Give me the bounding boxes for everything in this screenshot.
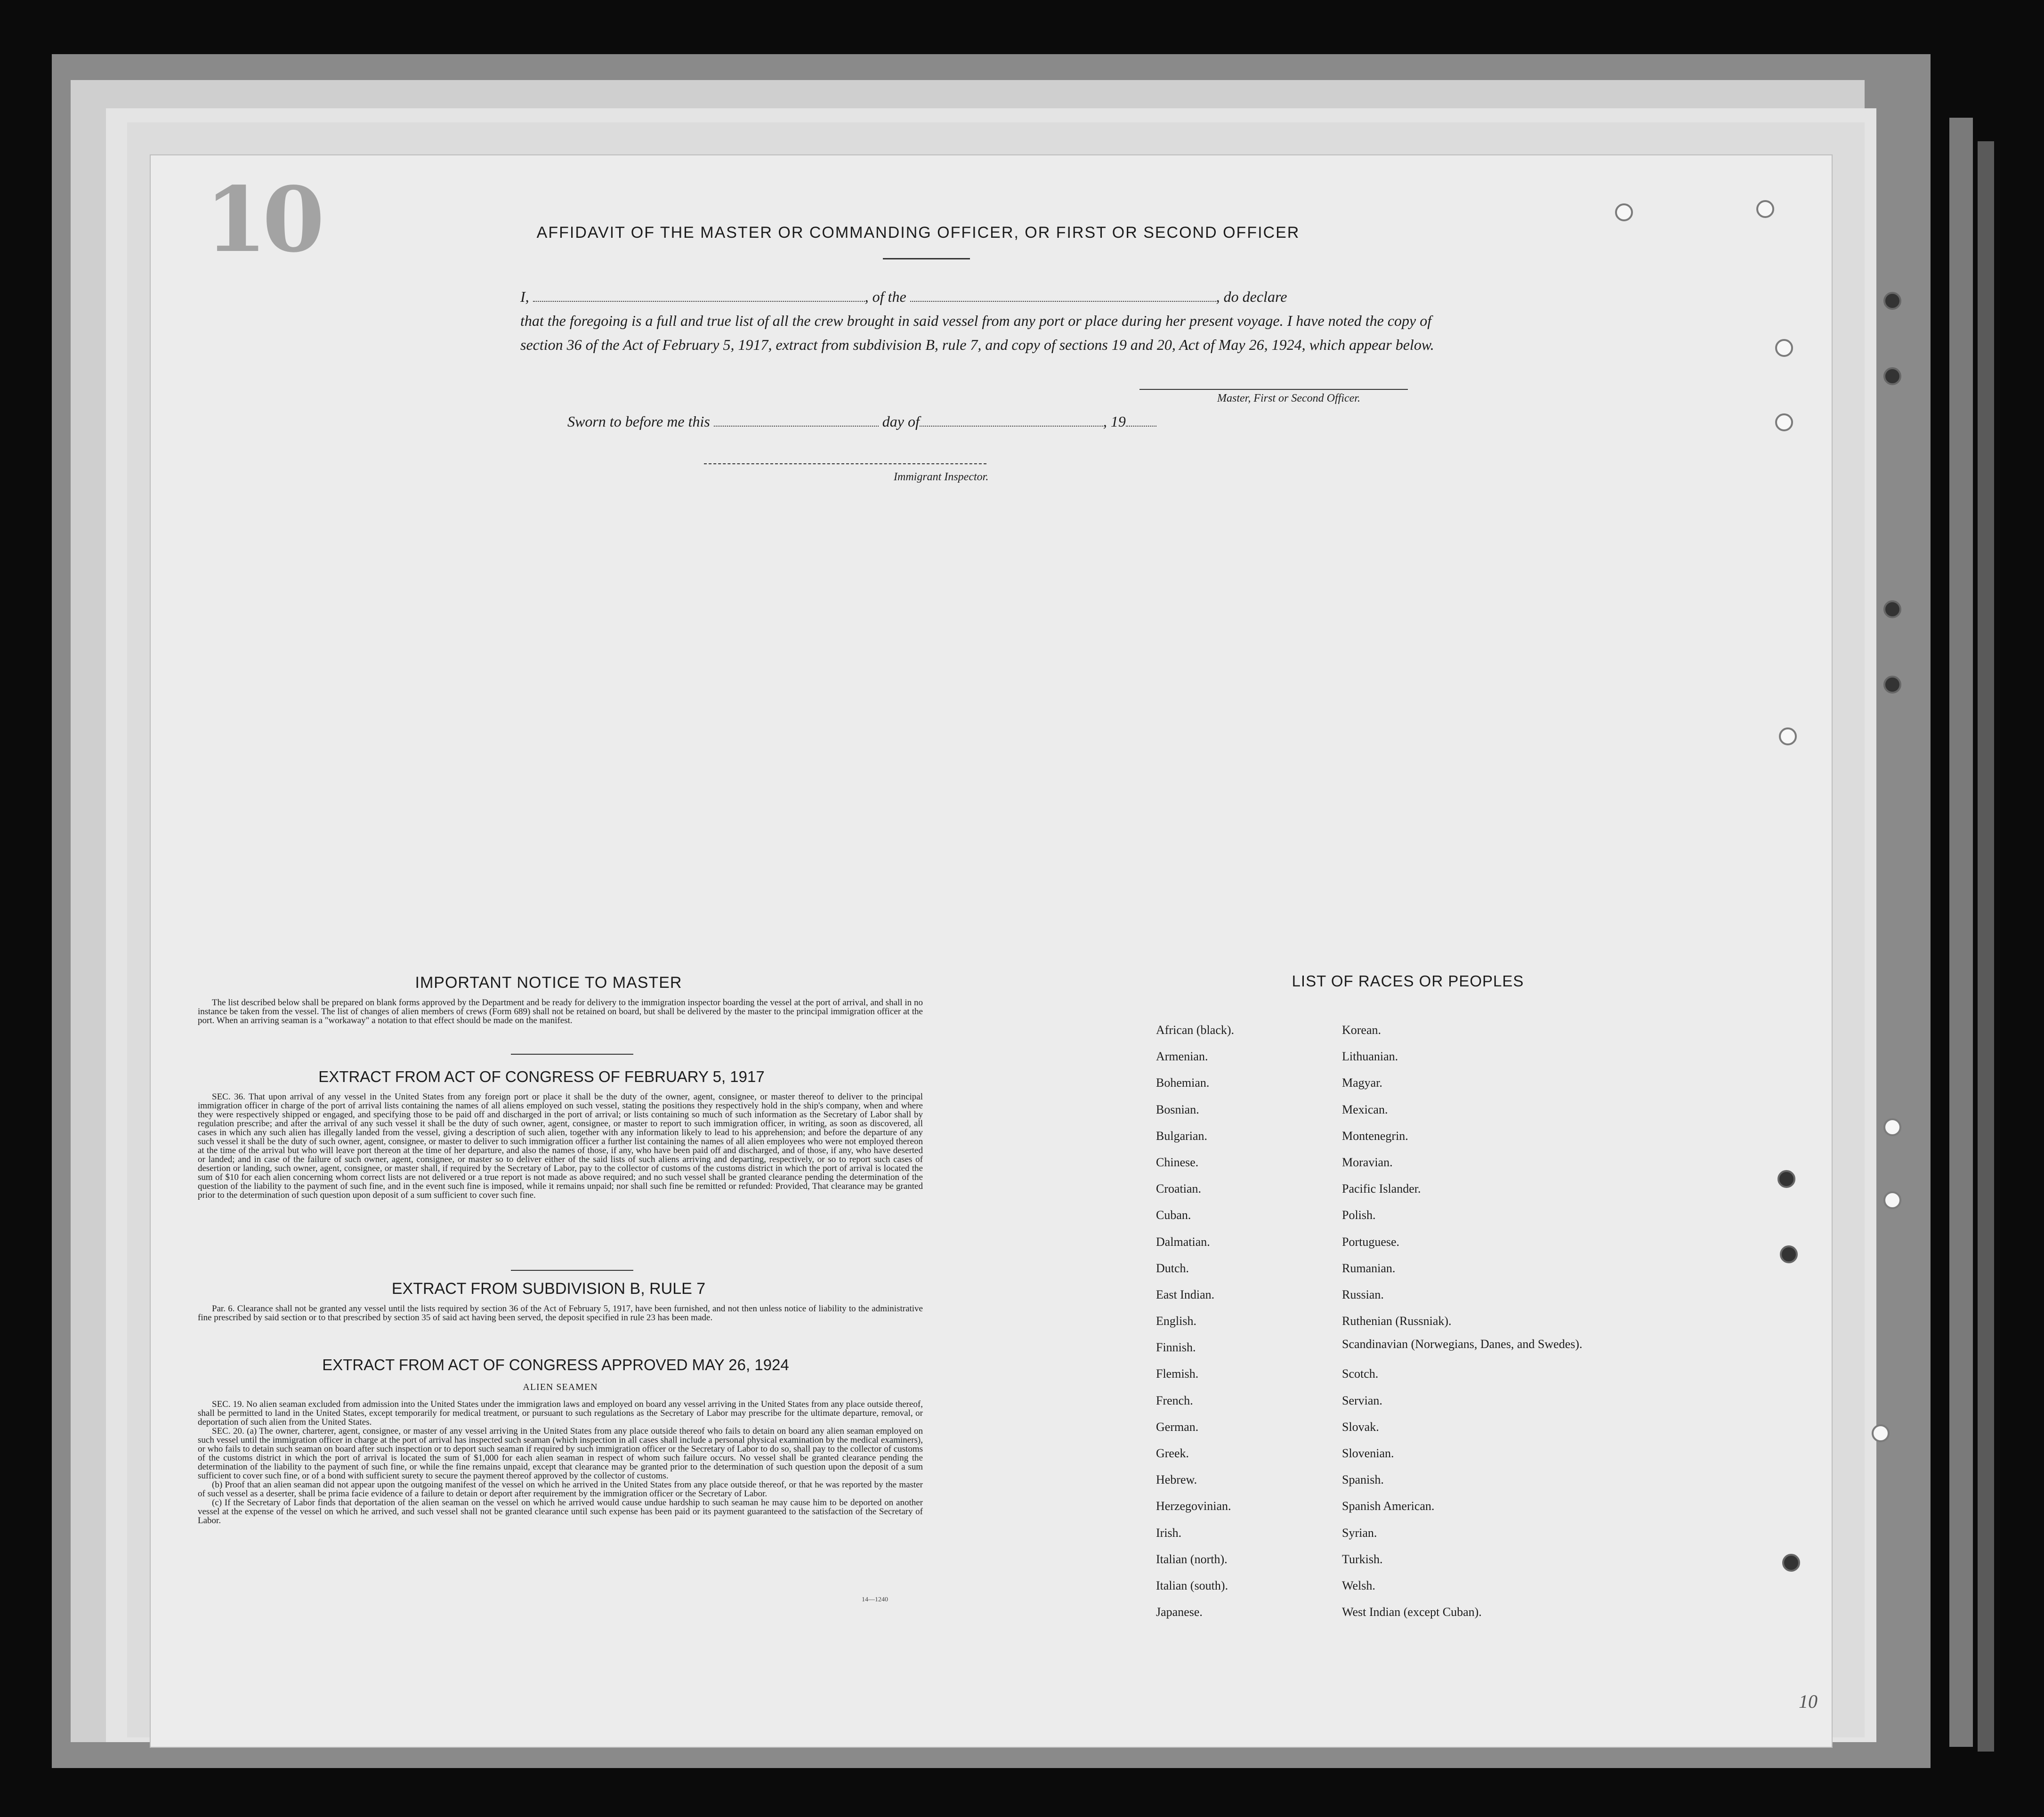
- race-item: Herzegovinian.: [1156, 1499, 1231, 1513]
- sec36-paragraph: SEC. 36. That upon arrival of any vessel in the United States from any foreign port or place it shall be the duty of the owner, agent, consignee, or master thereof to deliver to the principal immigration officer in charge of the port of arrival lists containing the names of all aliens employed on such vessel, stating the positions they respectively hold in the ship's company, when and where they were respectively shipped or engaged, and specifying those to be paid off and discharged in the port of arrival; or lists containing so much of such information as the Secretary of Labor shall by regulation prescribe; and after the arrival of any such vessel it shall be the duty of such owner, agent, consignee, or master to report to such immigration officer, in writing, as soon as discovered, all cases in which any such alien has illegally landed from the vessel, giving a description of such alien, together with any information likely to lead to his apprehension; and before the departure of any such vessel it shall be the duty of such owner, agent, consignee, or master to deliver to such immigration officer a further list containing the names of all alien employees who were not employed thereon at the time of the arrival but who will leave port thereon at the time of her departure, and also the names of those, if any, who have been paid off and discharged, and of those, if any, who have deserted or landed; and in case of the failure of such owner, agent, consignee, or master so to deliver either of the said lists of such aliens arriving and departing, respectively, or so to report such cases of desertion or landing, such owner, agent, consignee, or master shall, if required by the Secretary of Labor, pay to the collector of customs of the customs district in which the port of arrival is located the sum of $10 for each alien concerning whom correct lists are not delivered or a true report is not made as above required; and no such vessel shall be granted clearance pending the determination of the question of the liability to the payment of such fine, and in the event such fine is imposed, while it remains unpaid; nor shall such fine be remitted or refunded: Provided, That clearance may be granted prior to the determination of such question upon deposit of a sum sufficient to cover such fine.: [198, 1092, 923, 1200]
- races-title: LIST OF RACES OR PEOPLES: [1292, 972, 1524, 990]
- punch-hole-icon: [1883, 676, 1901, 694]
- notice-paragraph: The list described below shall be prepared on blank forms approved by the Department and be ready for delivery to the immigration inspector boarding the vessel at the port of arrival, and shall in no instance be taken from the vessel. The list of changes of alien members of crews (Form 689) shall not be retained on board, but shall be delivered by the master to the principal immigration officer at the port. When an arriving seaman is a "workaway" a notation to that effect should be made on the manifest.: [198, 998, 923, 1026]
- punch-hole-icon: [1756, 200, 1774, 218]
- race-item: Spanish.: [1342, 1473, 1384, 1487]
- race-item: West Indian (except Cuban).: [1342, 1605, 1482, 1619]
- race-item: Bohemian.: [1156, 1076, 1210, 1090]
- binder-edge: [1949, 118, 1973, 1747]
- punch-hole-icon: [1883, 1191, 1901, 1209]
- race-item: African (black).: [1156, 1023, 1235, 1037]
- punch-hole-icon: [1883, 600, 1901, 618]
- punch-hole-icon: [1775, 413, 1793, 431]
- extract-1924-title: EXTRACT FROM ACT OF CONGRESS APPROVED MAY 26, 1924: [322, 1356, 789, 1373]
- race-item: Italian (south).: [1156, 1578, 1228, 1592]
- day-of-label: day of: [882, 413, 920, 430]
- year-label: , 19: [1103, 413, 1126, 430]
- races-column-2: [1342, 1017, 1582, 1625]
- rule7-paragraph: Par. 6. Clearance shall not be granted any vessel until the lists required by section 36 of the Act of February 5, 1917, have been furnished, and not then unless notice of liability to the administrative fine prescribed by said section or to that prescribed by section 35 of said act having been served, the deposit specified in rule 23 has been made.: [198, 1304, 923, 1323]
- race-item: Bulgarian.: [1156, 1129, 1208, 1143]
- of-the-label: , of the: [864, 288, 906, 305]
- race-item: Armenian.: [1156, 1050, 1208, 1064]
- race-item: Japanese.: [1156, 1605, 1203, 1619]
- rule7-text: [198, 1304, 923, 1322]
- master-signature-label: Master, First or Second Officer.: [1217, 392, 1360, 404]
- affidavit-body: [520, 285, 1438, 357]
- race-item: Greek.: [1156, 1446, 1189, 1460]
- race-item: Spanish American.: [1342, 1499, 1435, 1513]
- race-item: Bosnian.: [1156, 1102, 1199, 1116]
- notice-text: [198, 998, 923, 1025]
- race-item: Chinese.: [1156, 1155, 1199, 1169]
- i-label: I,: [520, 288, 529, 305]
- race-item: Hebrew.: [1156, 1473, 1197, 1487]
- affidavit-text: that the foregoing is a full and true list of all the crew brought in said vessel from any port or place during her present voyage. I have noted the copy of section 36 of the Act of February 5, 1917, extract from subdivision B, rule 7, and copy of sections 19 and 20, Act of May 26, 1924, which appear below.: [520, 312, 1434, 353]
- race-item: Croatian.: [1156, 1182, 1202, 1196]
- sec20b-paragraph: (b) Proof that an alien seaman did not appear upon the outgoing manifest of the vessel on which he arrived in the United States from any place outside thereof, or that he was reported by the master of such vessel as a deserter, shall be prima facie evidence of a failure to detain or deport after requirement by the immigration officer or the Secretary of Labor.: [198, 1480, 923, 1499]
- race-item: Portuguese.: [1342, 1235, 1400, 1249]
- name-blank[interactable]: [533, 288, 865, 302]
- race-item: Montenegrin.: [1342, 1129, 1408, 1143]
- divider: [511, 1054, 633, 1055]
- inspector-signature-line[interactable]: [704, 463, 986, 464]
- race-item: Scandinavian (Norwegians, Danes, and Swedes).: [1342, 1337, 1583, 1351]
- race-item: Irish.: [1156, 1526, 1182, 1540]
- ghost-page-number: 10: [205, 167, 320, 272]
- race-item: Rumanian.: [1342, 1261, 1396, 1275]
- race-item: Pacific Islander.: [1342, 1182, 1421, 1196]
- extract-1917-text: [198, 1092, 923, 1200]
- punch-hole-icon: [1777, 1170, 1795, 1188]
- affidavit-title: AFFIDAVIT OF THE MASTER OR COMMANDING OFFICER, OR FIRST OR SECOND OFFICER: [536, 224, 1300, 242]
- race-item: Slovak.: [1342, 1420, 1379, 1434]
- sworn-year-blank[interactable]: [1126, 412, 1156, 427]
- race-item: Syrian.: [1342, 1526, 1377, 1540]
- binder-edge-dark: [1978, 141, 1994, 1752]
- notice-title: IMPORTANT NOTICE TO MASTER: [415, 974, 682, 992]
- race-item: Dalmatian.: [1156, 1235, 1210, 1249]
- sworn-label: Sworn to before me this: [567, 413, 710, 430]
- races-column-1: [1156, 1017, 1234, 1625]
- race-item: Mexican.: [1342, 1102, 1388, 1116]
- race-item: Scotch.: [1342, 1367, 1379, 1381]
- extract-1917-title: EXTRACT FROM ACT OF CONGRESS OF FEBRUARY 5, 1917: [318, 1068, 765, 1085]
- race-item: Ruthenian (Russniak).: [1342, 1314, 1452, 1328]
- punch-hole-icon: [1615, 203, 1633, 221]
- form-number: 14—1240: [862, 1596, 888, 1603]
- punch-hole-icon: [1883, 292, 1901, 310]
- race-item: Polish.: [1342, 1208, 1376, 1222]
- race-item: Welsh.: [1342, 1578, 1375, 1592]
- extract-1924-text: [198, 1400, 923, 1525]
- sworn-line: [567, 412, 1156, 430]
- punch-hole-icon: [1779, 727, 1797, 745]
- punch-hole-icon: [1780, 1245, 1798, 1263]
- punch-hole-icon: [1883, 1118, 1901, 1136]
- race-item: Cuban.: [1156, 1208, 1191, 1222]
- punch-hole-icon: [1782, 1554, 1800, 1572]
- race-item: Slovenian.: [1342, 1446, 1394, 1460]
- race-item: German.: [1156, 1420, 1199, 1434]
- vessel-blank[interactable]: [910, 288, 1216, 302]
- master-signature-line[interactable]: [1139, 389, 1408, 390]
- corner-mark: 10: [1799, 1691, 1818, 1712]
- rule7-title: EXTRACT FROM SUBDIVISION B, RULE 7: [391, 1280, 706, 1298]
- divider: [883, 258, 970, 259]
- race-item: Turkish.: [1342, 1552, 1383, 1566]
- sworn-month-blank[interactable]: [920, 412, 1103, 427]
- race-item: Korean.: [1342, 1023, 1382, 1037]
- race-item: Moravian.: [1342, 1155, 1393, 1169]
- race-item: Lithuanian.: [1342, 1050, 1398, 1064]
- sec19-paragraph: SEC. 19. No alien seaman excluded from admission into the United States under the immigration laws and employed on board any vessel arriving in the United States from any place outside thereof, shall be permitted to land in the United States, except temporarily for medical treatment, or pursuant to such regulations as the Secretary of Labor may prescribe for the ultimate departure, removal, or deportation of such alien from the United States.: [198, 1399, 923, 1427]
- do-declare-label: , do declare: [1216, 288, 1287, 305]
- race-item: Flemish.: [1156, 1367, 1199, 1381]
- divider: [511, 1270, 633, 1271]
- race-item: French.: [1156, 1393, 1193, 1407]
- punch-hole-icon: [1883, 367, 1901, 385]
- affidavit-first-line: [520, 285, 1438, 309]
- punch-hole-icon: [1872, 1424, 1890, 1442]
- race-item: Magyar.: [1342, 1076, 1382, 1090]
- punch-hole-icon: [1775, 339, 1793, 357]
- alien-seamen-subtitle: ALIEN SEAMEN: [523, 1382, 598, 1392]
- inspector-signature-label: Immigrant Inspector.: [894, 471, 989, 483]
- race-item: Servian.: [1342, 1393, 1382, 1407]
- race-item: Italian (north).: [1156, 1552, 1228, 1566]
- race-item: Finnish.: [1156, 1341, 1196, 1355]
- sworn-day-blank[interactable]: [714, 412, 879, 427]
- race-item: English.: [1156, 1314, 1196, 1328]
- race-item: Dutch.: [1156, 1261, 1189, 1275]
- race-item: East Indian.: [1156, 1287, 1215, 1301]
- sec20c-paragraph: (c) If the Secretary of Labor finds that deportation of the alien seaman on the vessel on which he arrived would cause undue hardship to such seaman he may cause him to be deported on another vessel at the expense of the vessel on which he arrived, and such vessel shall not be granted clearance until such expense has been paid or its payment guaranteed to the satisfaction of the Secretary of Labor.: [198, 1498, 923, 1526]
- sec20a-paragraph: SEC. 20. (a) The owner, charterer, agent, consignee, or master of any vessel arriving in the United States from any place outside thereof who fails to detain on board any alien seaman employed on such vessel until the immigration officer in charge at the port of arrival has inspected such seaman (which inspection in all cases shall include a personal physical examination by the medical examiners), or who fails to detain such seaman on board after such inspection or to deport such seaman if required by such immigration officer or the Secretary of Labor to do so, shall pay to the collector of customs of the customs district in which the port of arrival is located the sum of $1,000 for each alien seaman in respect of whom such failure occurs. No vessel shall be granted clearance pending the determination of the liability to the payment of such fine, or while the fine remains unpaid, except that clearance may be granted prior to the determination of such question upon the deposit of a sum sufficient to cover such fine, or of a bond with sufficient surety to secure the payment thereof approved by the collector of customs.: [198, 1426, 923, 1481]
- race-item: Russian.: [1342, 1287, 1384, 1301]
